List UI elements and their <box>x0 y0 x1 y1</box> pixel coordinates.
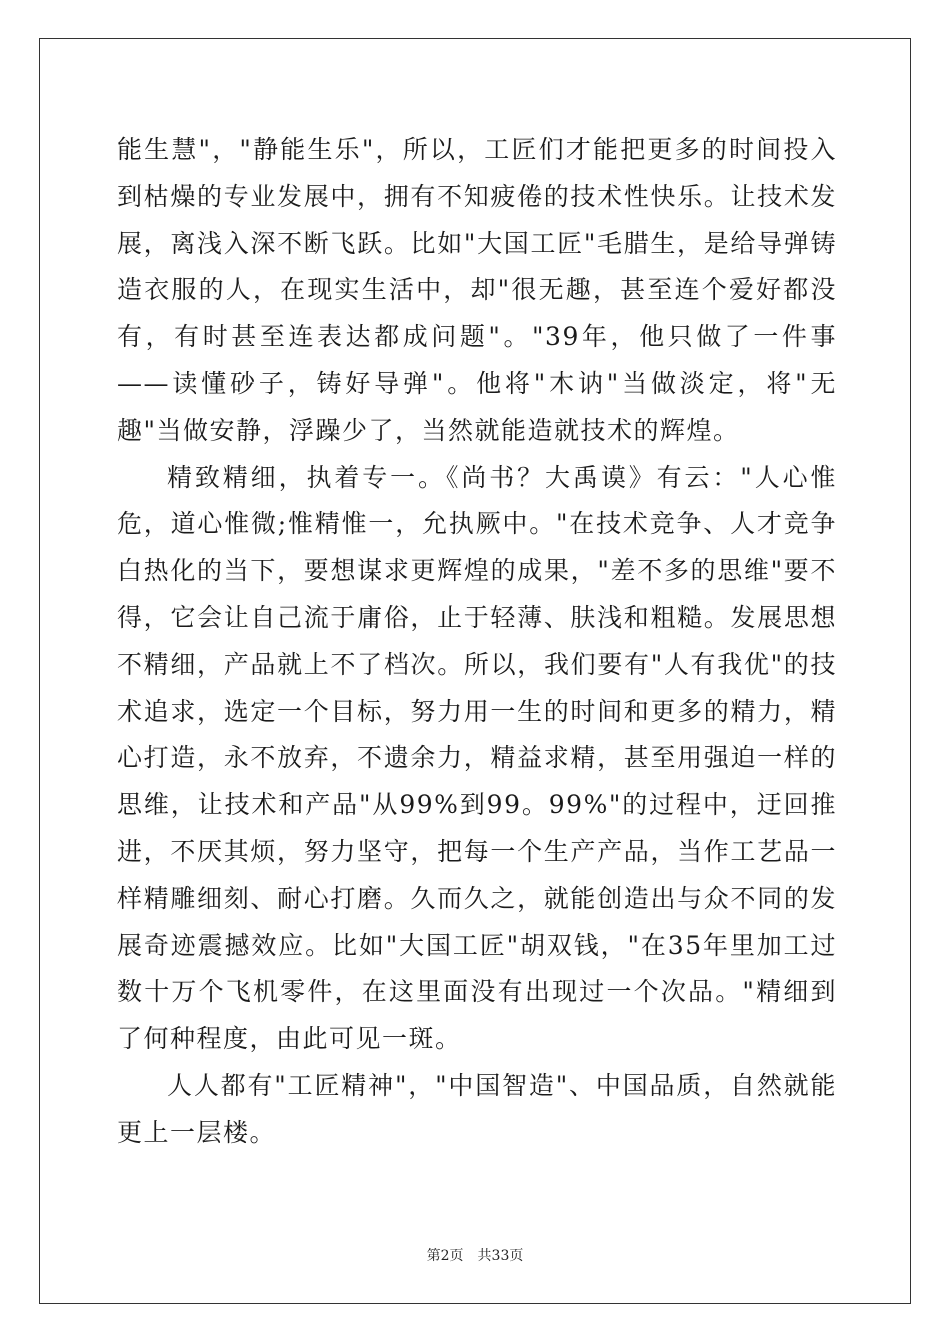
page-number: 第2页 <box>426 1248 464 1264</box>
paragraph-3: 人人都有"工匠精神"，"中国智造"、中国品质，自然就能更上一层楼。 <box>117 1070 837 1147</box>
document-body <box>117 127 837 1157</box>
page-footer <box>0 1245 950 1265</box>
paragraph-1: 能生慧"，"静能生乐"，所以，工匠们才能把更多的时间投入到枯燥的专业发展中，拥有不知疲倦的技术性快乐。让技术发展，离浅入深不断飞跃。比如"大国工匠"毛腊生，是给导弹铸造衣服的人，在现实生活中，却"很无趣，甚至连个爱好都没有，有时甚至连表达都成问题"。"39年，他只做了一件事——读懂砂子，铸好导弹"。他将"木讷"当做淡定，将"无趣"当做安静，浮躁少了，当然就能造就技术的辉煌。 <box>117 135 837 445</box>
paragraph-2: 精致精细，执着专一。《尚书？大禹谟》有云："人心惟危，道心惟微;惟精惟一，允执厥中。"在技术竞争、人才竞争白热化的当下，要想谋求更辉煌的成果，"差不多的思维"要不得，它会让自己流于庸俗，止于轻薄、肤浅和粗糙。发展思想不精细，产品就上不了档次。所以，我们要有"人有我优"的技术追求，选定一个目标，努力用一生的时间和更多的精力，精心打造，永不放弃，不遗余力，精益求精，甚至用强迫一样的思维，让技术和产品"从99%到99。99%"的过程中，迂回推进，不厌其烦，努力坚守，把每一个生产产品，当作工艺品一样精雕细刻、耐心打磨。久而久之，就能创造出与众不同的发展奇迹震撼效应。比如"大国工匠"胡双钱，"在35年里加工过数十万个飞机零件，在这里面没有出现过一个次品。"精细到了何种程度，由此可见一斑。 <box>117 462 837 1054</box>
total-pages: 共33页 <box>477 1248 524 1264</box>
